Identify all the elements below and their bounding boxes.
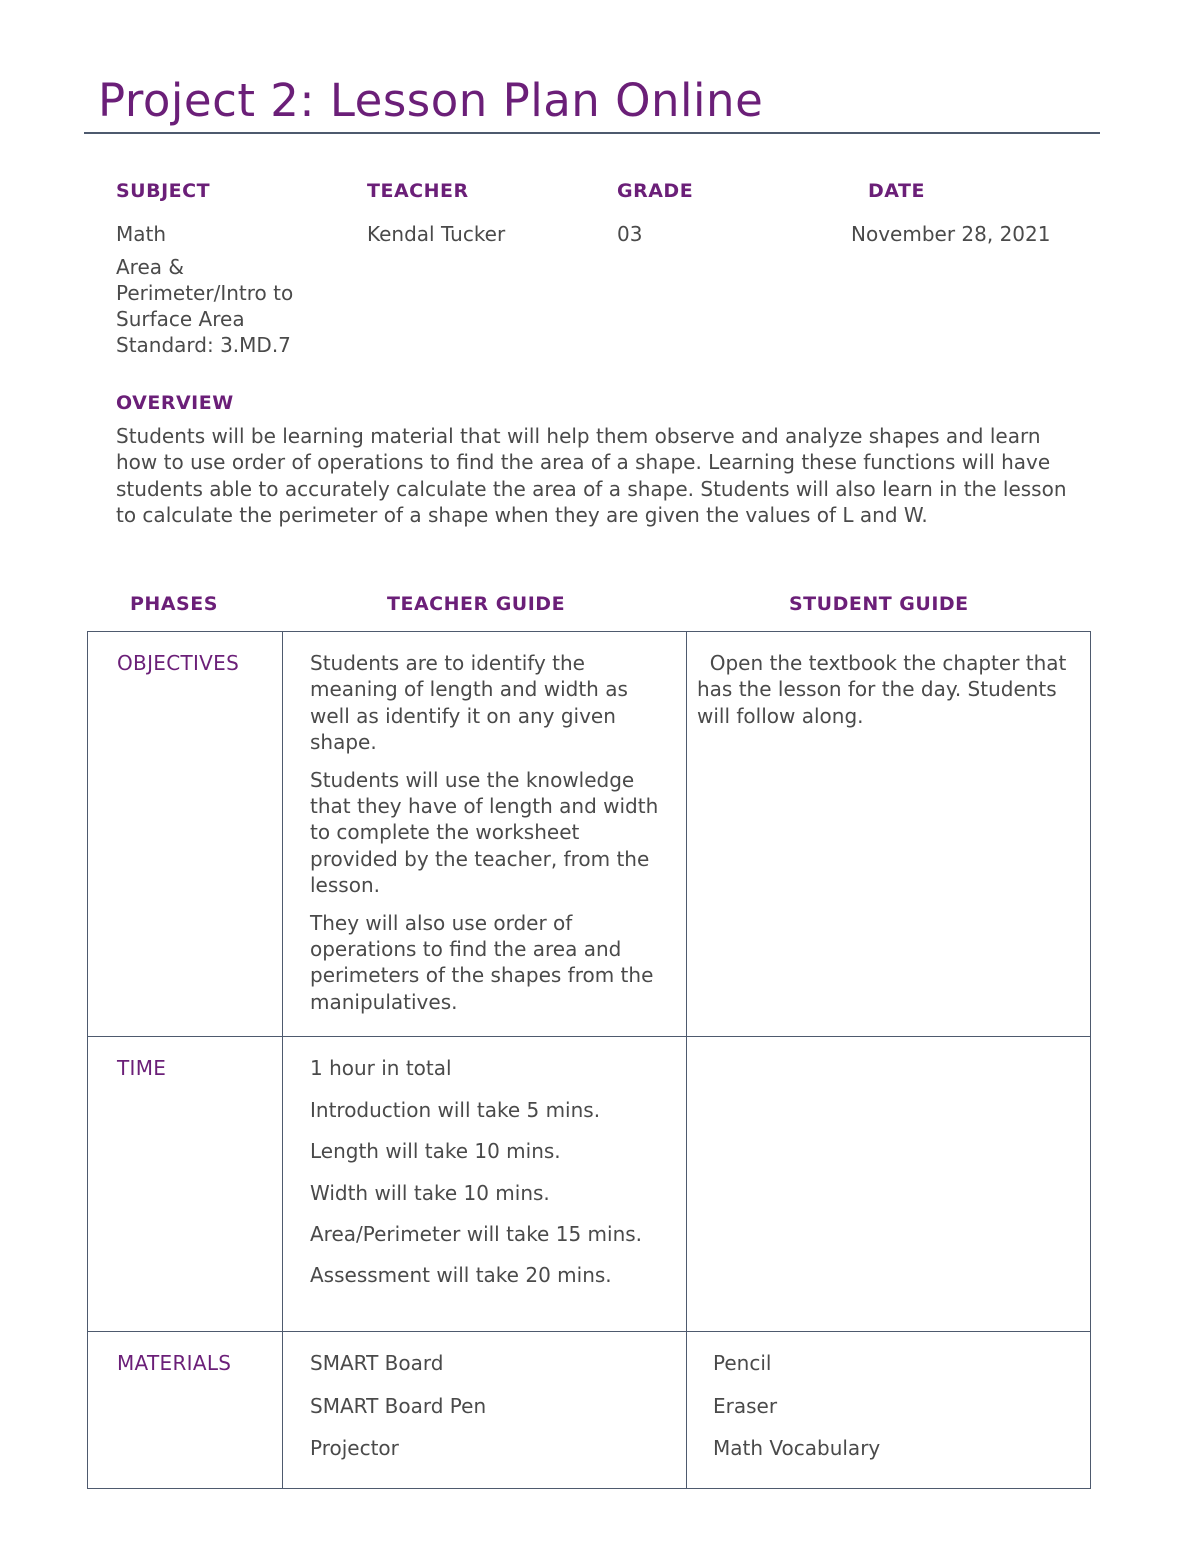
- teacher-material-item: SMART Board Pen: [310, 1393, 487, 1418]
- student-guide-cell: [687, 1037, 1091, 1332]
- student-guide-header: STUDENT GUIDE: [789, 593, 969, 615]
- grade-label: GRADE: [617, 180, 694, 202]
- student-guide-text: Open the textbook the chapter that has the lesson for the day. Students will follow along.: [697, 651, 1073, 728]
- page-title: Project 2: Lesson Plan Online: [98, 74, 764, 127]
- subject-value: [116, 221, 331, 358]
- phase-cell: [88, 1037, 283, 1332]
- lesson-plan-table: [87, 631, 1091, 1489]
- subject-line: Math: [116, 222, 167, 246]
- subject-line: Surface Area: [116, 307, 245, 331]
- subject-line: Perimeter/Intro to: [116, 281, 294, 305]
- teacher-guide-cell: [283, 1037, 687, 1332]
- teacher-guide-cell: [283, 632, 687, 1037]
- teacher-guide-cell: [283, 1332, 687, 1488]
- phase-label: OBJECTIVES: [117, 651, 240, 675]
- subject-line: Area &: [116, 255, 184, 279]
- title-divider: [84, 132, 1100, 134]
- phase-cell: [88, 632, 283, 1037]
- student-guide-cell: [687, 632, 1091, 1037]
- teacher-guide-header: TEACHER GUIDE: [387, 593, 566, 615]
- phase-label: TIME: [117, 1056, 167, 1081]
- phase-cell: [88, 1332, 283, 1488]
- student-material-item: Pencil: [713, 1351, 772, 1376]
- teacher-material-item: SMART Board: [310, 1351, 444, 1376]
- teacher-label: TEACHER: [367, 180, 469, 202]
- teacher-material-item: Projector: [310, 1436, 399, 1461]
- teacher-guide-paragraph: Students are to identify the meaning of length and width as well as identify it on any given shape.: [310, 651, 628, 755]
- teacher-guide-item: Width will take 10 mins.: [310, 1180, 550, 1205]
- student-material-item: Eraser: [713, 1393, 778, 1418]
- subject-line: Standard: 3.MD.7: [116, 333, 291, 357]
- overview-label: OVERVIEW: [116, 392, 234, 414]
- phase-label: MATERIALS: [117, 1351, 232, 1376]
- table-row: [88, 632, 1091, 1037]
- teacher-guide-item: Length will take 10 mins.: [310, 1139, 561, 1164]
- teacher-guide-paragraph: They will also use order of operations to find the area and perimeters of the shapes from the manipulatives.: [310, 910, 654, 1014]
- subject-label: SUBJECT: [116, 180, 211, 202]
- date-value: November 28, 2021: [851, 222, 1051, 246]
- teacher-guide-item: 1 hour in total: [310, 1056, 452, 1081]
- date-label: DATE: [868, 180, 925, 202]
- overview-text: Students will be learning material that will help them observe and analyze shapes and learn how to use order of operations to find the area of a shape. Learning these functions will have students able to accurately calculate the area of a shape. Students will also learn in the lesson to calculate the perimeter of a shape when they are given the values of L and W.: [116, 424, 1067, 528]
- student-guide-cell: [687, 1332, 1091, 1488]
- student-material-item: Math Vocabulary: [713, 1436, 881, 1461]
- table-row: [88, 1332, 1091, 1488]
- teacher-guide-paragraph: Students will use the knowledge that they have of length and width to complete the worksheet provided by the teacher, from the lesson.: [310, 767, 659, 898]
- grade-value: 03: [617, 222, 643, 246]
- teacher-guide-item: Area/Perimeter will take 15 mins.: [310, 1221, 643, 1246]
- teacher-guide-item: Assessment will take 20 mins.: [310, 1263, 612, 1288]
- teacher-guide-item: Introduction will take 5 mins.: [310, 1097, 601, 1122]
- table-row: [88, 1037, 1091, 1332]
- phases-header: PHASES: [130, 593, 218, 615]
- teacher-value: Kendal Tucker: [367, 222, 506, 246]
